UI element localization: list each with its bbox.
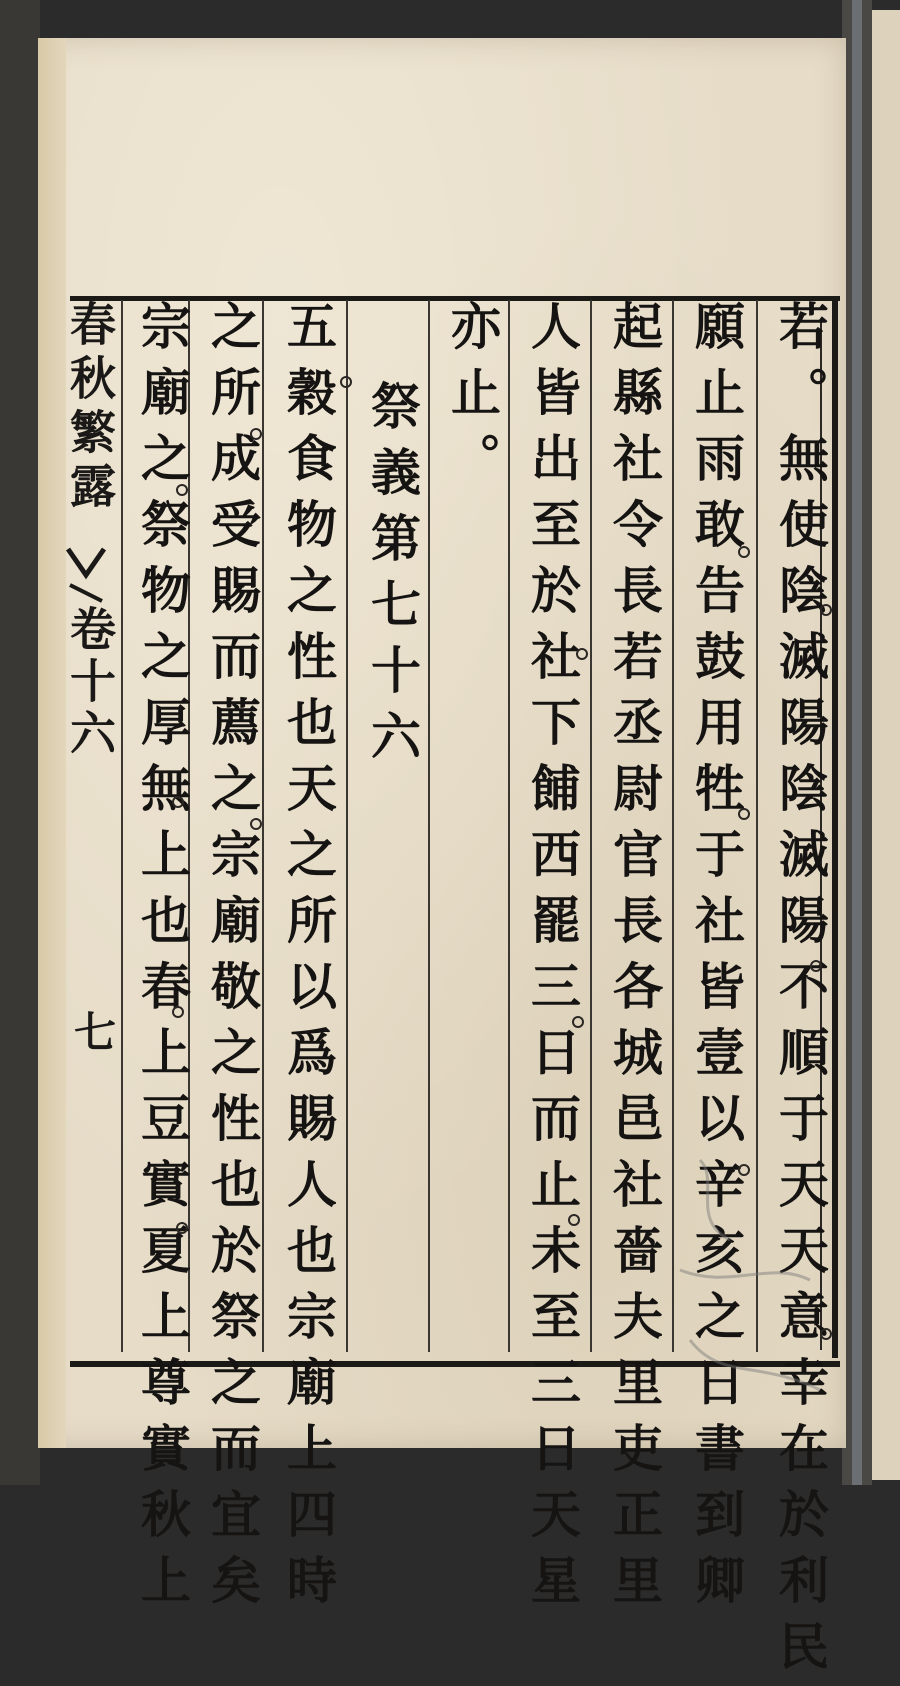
chapter-heading: 祭義第七十六	[363, 380, 422, 776]
punctuation-circle	[576, 648, 588, 660]
punctuation-circle	[810, 960, 822, 972]
punctuation-circle	[568, 1214, 580, 1226]
fish-tail-mark-icon	[64, 545, 108, 605]
punctuation-circle	[250, 428, 262, 440]
book-title: 春秋繁露	[63, 300, 117, 516]
punctuation-circle	[176, 484, 188, 496]
text-column-9: 宗廟之祭物之厚無上也春上豆實夏上尊實秋上	[133, 300, 192, 1620]
punctuation-circle	[172, 796, 184, 808]
page-number: 七	[68, 1010, 117, 1052]
punctuation-circle	[738, 546, 750, 558]
gutter-stripe	[852, 0, 862, 1485]
punctuation-circle	[250, 818, 262, 830]
punctuation-circle	[172, 1006, 184, 1018]
text-column-1: 若。無使陰滅陽陰滅陽不順于天天意幸在於利民	[771, 300, 830, 1686]
text-column-2: 願止雨敢告鼓用牲于社皆壹以辛亥之日書到卿	[687, 300, 746, 1620]
punctuation-circle	[820, 604, 832, 616]
text-column-3: 起縣社令長若丞尉官長各城邑社嗇夫里吏正里	[605, 300, 664, 1620]
punctuation-circle	[340, 376, 352, 388]
scan-backdrop-left	[0, 0, 40, 1485]
text-column-7: 五穀食物之性也天之所以爲賜人也宗廟上四時	[279, 300, 338, 1620]
punctuation-circle	[176, 1222, 188, 1234]
adjacent-page	[872, 10, 900, 1480]
text-column-8: 之所成受賜而薦之宗廟敬之性也於祭之而宜矣	[203, 300, 262, 1620]
text-column-5: 亦止。	[443, 300, 502, 498]
punctuation-circle	[572, 1016, 584, 1028]
punctuation-circle	[738, 808, 750, 820]
pencil-annotation	[660, 1150, 830, 1400]
text-column-4: 人皆出至於社下餔西罷三日而止未至三日天星	[523, 300, 582, 1620]
volume-label: 卷十六	[63, 605, 117, 761]
